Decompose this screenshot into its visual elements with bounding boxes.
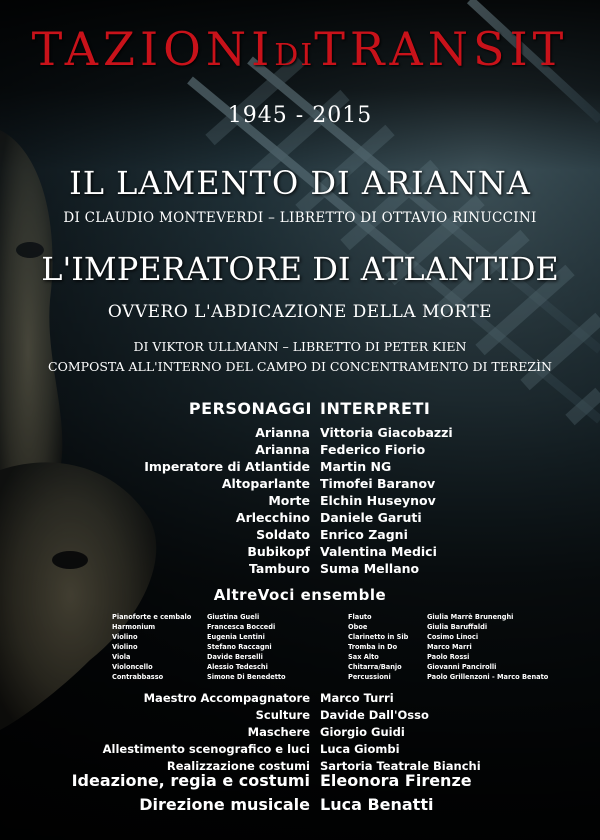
ensemble-instrument: Flauto [348,613,372,621]
ensemble-instrument: Harmonium [112,623,156,631]
ensemble-player: Simone Di Benedetto [207,673,286,681]
cast-header-role: PERSONAGGI [188,399,312,418]
cast-actor: Martin NG [320,459,392,474]
cast-role: Morte [268,493,310,508]
cast-role: Altoparlante [221,476,310,491]
staff-row [0,708,600,725]
ensemble-instrument: Violino [112,633,138,641]
cast-actor: Timofei Baranov [320,476,436,491]
ensemble-player: Giovanni Pancirolli [427,663,497,671]
cast-row [0,544,600,561]
direction-role: Direzione musicale [139,795,310,814]
opera1-title: IL LAMENTO DI ARIANNA [69,164,531,202]
direction-row [0,795,600,817]
cast-row [0,442,600,459]
festival-title [0,22,600,76]
ensemble-player: Stefano Raccagni [207,643,272,651]
ensemble-instrument: Clarinetto in Sib [348,633,409,641]
cast-header-actor: INTERPRETI [320,399,431,418]
festival-title-mid: DI [274,38,315,73]
cast-actor: Enrico Zagni [320,527,408,542]
cast-row [0,459,600,476]
ensemble-instrument: Tromba in Do [348,643,398,651]
direction-name: Luca Benatti [320,795,434,814]
opera1-credit: DI CLAUDIO MONTEVERDI – LIBRETTO DI OTTAVIO RINUCCINI [63,210,537,226]
staff-row [0,691,600,708]
staff-row [0,725,600,742]
ensemble-player: Paolo Grillenzoni - Marco Benato [427,673,549,681]
cast-role: Bubikopf [247,544,310,559]
staff-name: Giorgio Guidi [320,725,405,739]
ensemble-player: Cosimo Linoci [427,633,479,641]
festival-title-right: TRANSIT [314,22,569,76]
ensemble-player: Giustina Gueli [207,613,260,621]
cast-actor: Suma Mellano [320,561,420,576]
ensemble-instrument: Violino [112,643,138,651]
opera2-subtitle: OVVERO L'ABDICAZIONE DELLA MORTE [107,302,493,322]
staff-role: Realizzazione costumi [166,759,310,773]
ensemble-instrument: Oboe [348,623,368,631]
opera2-note: COMPOSTA ALL'INTERNO DEL CAMPO DI CONCENTRAMENTO DI TEREZÌN [48,359,552,374]
staff-name: Luca Giombi [320,742,400,756]
ensemble-instrument: Chitarra/Banjo [348,663,402,671]
cast-role: Soldato [256,527,310,542]
cast-role: Arlecchino [235,510,310,525]
cast-actor: Federico Fiorio [320,442,426,457]
opera2-title: L'IMPERATORE DI ATLANTIDE [41,250,559,288]
ensemble-instrument: Percussioni [348,673,391,681]
direction-row [0,771,600,793]
cast-role: Arianna [255,425,310,440]
cast-actor: Valentina Medici [320,544,437,559]
staff-role: Sculture [255,708,310,722]
ensemble-row [0,673,560,684]
cast-actor: Vittoria Giacobazzi [320,425,453,440]
ensemble-instrument: Sax Alto [348,653,379,661]
staff-name: Davide Dall'Osso [320,708,429,722]
cast-row [0,527,600,544]
festival-title-left: TAZIONI [31,22,275,76]
direction-role: Ideazione, regia e costumi [71,771,310,790]
ensemble-player: Giulia Marrè Brunenghi [427,613,514,621]
ensemble-player: Alessio Tedeschi [207,663,268,671]
ensemble-instrument: Pianoforte e cembalo [112,613,192,621]
ensemble-player: Eugenia Lentini [207,633,265,641]
ensemble-instrument: Contrabbasso [112,673,164,681]
cast-actor: Daniele Garuti [320,510,422,525]
opera2-credit: DI VIKTOR ULLMANN – LIBRETTO DI PETER KIEN [133,339,467,354]
festival-years: 1945 - 2015 [227,103,373,128]
ensemble-title: AltreVoci ensemble [213,586,387,604]
cast-row [0,425,600,442]
cast-row [0,493,600,510]
ensemble-instrument: Violoncello [112,663,153,671]
cast-row [0,476,600,493]
ensemble-player: Giulia Baruffaldi [427,623,488,631]
staff-role: Maschere [247,725,310,739]
direction-name: Eleonora Firenze [320,771,472,790]
ensemble-instrument: Viola [112,653,131,661]
cast-role: Arianna [255,442,310,457]
cast-role: Imperatore di Atlantide [144,459,310,474]
staff-name: Sartoria Teatrale Bianchi [320,759,481,773]
staff-role: Maestro Accompagnatore [143,691,310,705]
cast-role: Tamburo [249,561,310,576]
staff-row [0,742,600,759]
ensemble-player: Davide Berselli [207,653,263,661]
ensemble-player: Marco Marri [427,643,472,651]
cast-actor: Elchin Huseynov [320,493,436,508]
cast-row [0,510,600,527]
ensemble-player: Francesca Boccedi [207,623,276,631]
staff-role: Allestimento scenografico e luci [102,742,310,756]
cast-row [0,561,600,578]
ensemble-player: Paolo Rossi [427,653,470,661]
staff-name: Marco Turri [320,691,394,705]
